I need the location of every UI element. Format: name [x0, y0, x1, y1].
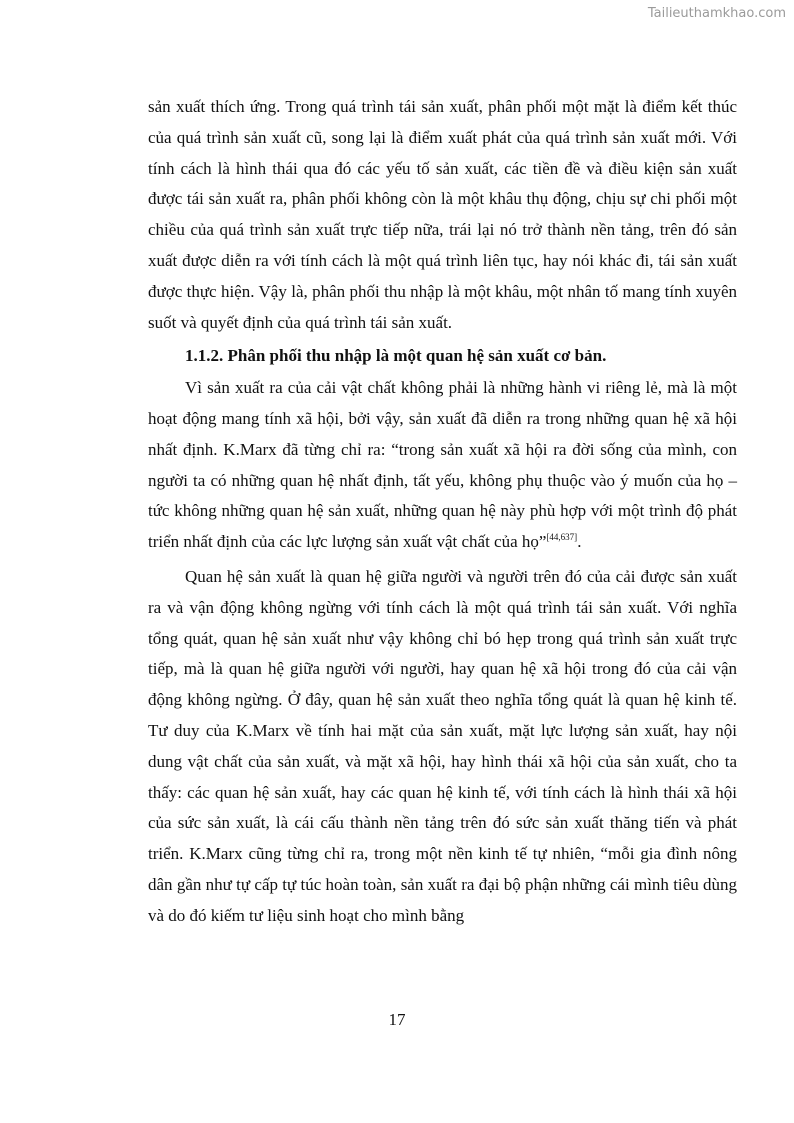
page-body	[148, 92, 737, 932]
citation-superscript: [44,637]	[546, 532, 578, 543]
paragraph-economic-relations: Quan hệ sản xuất là quan hệ giữa người và người trên đó của cải được sản xuất ra và vận động không ngừng với tính cách là một quá trình tái sản xuất. Với nghĩa tổng quát, quan hệ sản xuất như vậy không chỉ bó hẹp trong quá trình sản xuất trực tiếp, mà là quan hệ giữa người với người, hay quan hệ xã hội trong đó của cải vận động không ngừng. Ở đây, quan hệ sản xuất theo nghĩa tổng quát là quan hệ kinh tế. Tư duy của K.Marx về tính hai mặt của sản xuất, mặt lực lượng sản xuất, hay nội dung vật chất của sản xuất, và mặt xã hội, hay hình thái xã hội của sản xuất, cho ta thấy: các quan hệ sản xuất, hay các quan hệ kinh tế, với tính cách là hình thái xã hội của sức sản xuất, là cái cấu thành nền tảng trên đó sức sản xuất thăng tiến và phát triển. K.Marx cũng từng chỉ ra, trong một nền kinh tế tự nhiên, “mỗi gia đình nông dân gần như tự cấp tự túc hoàn toàn, sản xuất ra đại bộ phận những cái mình tiêu dùng và do đó kiếm tư liệu sinh hoạt cho mình bằng	[148, 566, 737, 925]
paragraph-production-relations	[148, 373, 737, 558]
page-number: 17	[388, 1010, 406, 1029]
section-heading: 1.1.2. Phân phối thu nhập là một quan hệ sản xuất cơ bản.	[185, 346, 607, 366]
paragraph-continuation: sản xuất thích ứng. Trong quá trình tái sản xuất, phân phối một mặt là điểm kết thúc của quá trình sản xuất cũ, song lại là điểm xuất phát của quá trình sản xuất mới. Với tính cách là hình thái qua đó các yếu tố sản xuất, các tiền đề và điều kiện sản xuất được tái sản xuất ra, phân phối không còn là một khâu thụ động, chịu sự chi phối một chiều của quá trình sản xuất trực tiếp nữa, trái lại nó trở thành nền tảng, trên đó sản xuất được diễn ra với tính cách là một quá trình liên tục, hay nói khác đi, tái sản xuất được thực hiện. Vậy là, phân phối thu nhập là một khâu, một nhân tố mang tính xuyên suốt và quyết định của quá trình tái sản xuất.	[148, 97, 737, 332]
paragraph-end-punctuation: .	[577, 532, 582, 552]
watermark-text: Tailieuthamkhao.com	[647, 6, 786, 21]
paragraph-text: Vì sản xuất ra của cải vật chất không phải là những hành vi riêng lẻ, mà là một hoạt động mang tính xã hội, bởi vậy, sản xuất đã diễn ra trong những quan hệ xã hội nhất định. K.Marx đã từng chỉ ra: “trong sản xuất xã hội ra đời sống của mình, con người ta có những quan hệ nhất định, tất yếu, không phụ thuộc vào ý muốn của họ – tức không những quan hệ sản xuất, những quan hệ này phù hợp với một trình độ phát triển nhất định của các lực lượng sản xuất vật chất của họ”	[148, 378, 737, 552]
